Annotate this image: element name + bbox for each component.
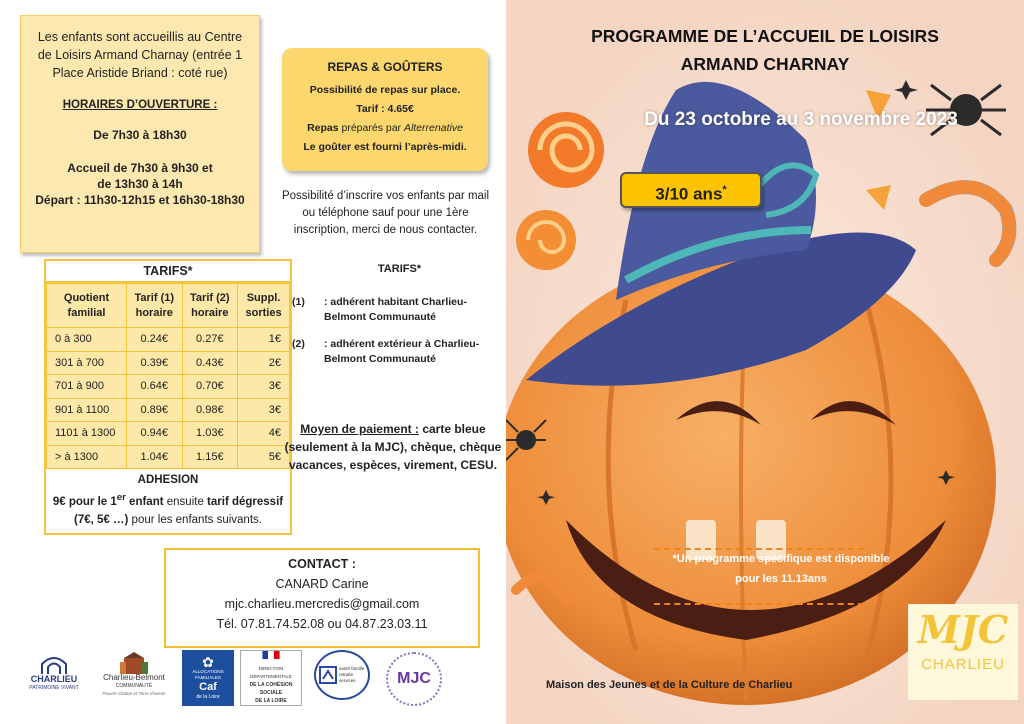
- cell-sorties: 4€: [238, 422, 290, 446]
- mjc-charlieu-logo: [908, 604, 1018, 700]
- contact-name: CANARD Carine: [275, 577, 369, 591]
- tarif-note-2: [292, 337, 507, 367]
- cb-logo-text: Charlieu-Belmont: [103, 673, 165, 682]
- tarifs-table-box: [44, 259, 292, 535]
- caf-logo-top: ALLOCATIONS FAMILIALES: [192, 669, 224, 680]
- msa-mark-icon: [319, 666, 337, 684]
- meals-repas: Repas: [307, 122, 339, 134]
- adhesion-child: enfant: [125, 495, 164, 508]
- msa-logo: [314, 650, 370, 700]
- col-tarif-2: Tarif (2) horaire: [182, 284, 238, 328]
- meals-line-2: Tarif : 4.65€: [356, 103, 414, 115]
- cell-quotient: 701 à 900: [47, 375, 127, 399]
- cell-sorties: 2€: [238, 351, 290, 375]
- contact-title: CONTACT :: [288, 557, 356, 571]
- cell-quotient: 301 à 700: [47, 351, 127, 375]
- intro-text: Les enfants sont accueillis au Centre de Loisirs Armand Charnay (entrée 1 Place Aristide Briand : coté rue): [37, 30, 243, 80]
- reception-line-2: de 13h30 à 14h: [97, 177, 183, 191]
- cell-tarif-1: 0.94€: [127, 422, 183, 446]
- hours-title: HORAIRES D’OUVERTURE :: [62, 99, 218, 111]
- cell-tarif-1: 0.64€: [127, 375, 183, 399]
- meals-title: REPAS & GOÛTERS: [327, 60, 443, 74]
- adhesion-first: 9€ pour le 1: [52, 495, 117, 508]
- cell-sorties: 1€: [238, 328, 290, 352]
- table-row: [47, 328, 290, 352]
- cell-tarif-1: 0.39€: [127, 351, 183, 375]
- tarifs-table-body: [47, 328, 290, 469]
- prefet-logo: [240, 650, 302, 706]
- cell-tarif-2: 0.43€: [182, 351, 238, 375]
- cell-tarif-2: 0.27€: [182, 328, 238, 352]
- dashed-divider-bottom: [654, 603, 864, 605]
- table-row: [47, 445, 290, 469]
- charlieu-logo: [14, 652, 94, 696]
- intro-box: [20, 15, 260, 253]
- french-flag-icon: [256, 651, 286, 659]
- cell-quotient: 1101 à 1300: [47, 422, 127, 446]
- col-tarif-1: Tarif (1) horaire: [127, 284, 183, 328]
- prefet-logo-line-1: DIRECTION DÉPARTEMENTALE: [250, 666, 292, 679]
- col-sorties: Suppl. sorties: [238, 284, 290, 328]
- castle-icon: [114, 652, 154, 674]
- caf-logo-sub: de la Loire: [196, 694, 220, 700]
- meals-prepared-by: préparés par: [338, 122, 404, 134]
- adhesion-amounts: (7€, 5€ …): [74, 513, 129, 526]
- programme-dates: Du 23 octobre au 3 novembre 2023: [644, 109, 958, 130]
- programme-title-line-1: PROGRAMME DE L’ACCUEIL DE LOISIRS: [591, 26, 939, 46]
- table-header-row: [47, 284, 290, 328]
- programme-title-line-2: ARMAND CHARNAY: [680, 54, 850, 74]
- meals-line-4: Le goûter est fourni l’après-midi.: [303, 141, 467, 153]
- cell-quotient: 901 à 1100: [47, 398, 127, 422]
- tarif-notes-title: TARIFS*: [377, 263, 422, 275]
- lollipop-small: [516, 210, 576, 270]
- adhesion-following: pour les enfants suivants.: [128, 513, 262, 526]
- age-text: 3/10 ans: [655, 184, 723, 204]
- hours-text: De 7h30 à 18h30: [93, 128, 187, 142]
- mjc-small-logo: [386, 652, 442, 706]
- mjc-logo-sub: CHARLIEU: [921, 656, 1005, 673]
- contact-box: [164, 548, 480, 648]
- msa-logo-inner: [319, 666, 365, 684]
- adhesion-line-1: [50, 489, 286, 511]
- cell-tarif-2: 1.03€: [182, 422, 238, 446]
- adhesion-title: ADHESION: [137, 474, 199, 486]
- special-line-1: *Un programme spécifique est disponible: [672, 553, 890, 565]
- tarifs-table: [46, 283, 290, 469]
- cell-tarif-2: 0.98€: [182, 398, 238, 422]
- cb-logo-slogan: Pauvre Chalon et Terre d'avenir: [102, 691, 166, 696]
- programme-title: [506, 22, 1024, 78]
- age-asterisk: *: [722, 184, 727, 196]
- age-badge: [620, 172, 762, 208]
- meals-line-3: [288, 119, 482, 138]
- mjc-signature: Maison des Jeunes et de la Culture de Charlieu: [546, 679, 793, 691]
- tarifs-title: TARIFS*: [46, 261, 290, 283]
- charlieu-arch-icon: [40, 656, 68, 674]
- table-row: [47, 422, 290, 446]
- reception-hours: [31, 160, 249, 208]
- col-quotient: Quotient familial: [47, 284, 127, 328]
- charlieu-logo-sub: PATRIMOINE VIVANT: [29, 685, 79, 691]
- meals-box: [282, 48, 488, 171]
- cell-tarif-1: 0.89€: [127, 398, 183, 422]
- special-programme-note: [666, 549, 896, 589]
- tarif-note-1-text: : adhérent habitant Charlieu-Belmont Communauté: [324, 296, 467, 323]
- inscription-note: Possibilité d’inscrire vos enfants par mail ou téléphone sauf pour une 1ère inscription, merci de nous contacter.: [281, 190, 490, 236]
- cell-tarif-1: 1.04€: [127, 445, 183, 469]
- prefet-logo-line-2: DE LA COHÉSION SOCIALE: [249, 682, 293, 696]
- departure-line: Départ : 11h30-12h15 et 16h30-18h30: [35, 193, 245, 207]
- adhesion-then: ensuite: [163, 495, 208, 508]
- table-row: [47, 398, 290, 422]
- tarif-notes: [292, 262, 507, 379]
- contact-email[interactable]: mjc.charlieu.mercredis@gmail.com: [224, 597, 420, 611]
- cell-tarif-1: 0.24€: [127, 328, 183, 352]
- adhesion-box: [46, 469, 290, 533]
- adhesion-line-2: [50, 511, 286, 529]
- payment-methods: [282, 420, 504, 474]
- caf-logo-name: Caf: [199, 681, 217, 693]
- special-line-2: pour les 11.13ans: [735, 573, 827, 585]
- contact-phone[interactable]: Tél. 07.81.74.52.08 ou 04.87.23.03.11: [216, 617, 428, 631]
- table-row: [47, 351, 290, 375]
- mjc-small-logo-text: MJC: [397, 670, 431, 687]
- payment-text: carte bleue (seulement à la MJC), chèque, chèque vacances, espèces, virement, CESU.: [284, 422, 502, 472]
- charlieu-belmont-logo: [94, 648, 174, 702]
- table-row: [47, 375, 290, 399]
- cell-tarif-2: 1.15€: [182, 445, 238, 469]
- caf-flower-icon: ✿: [202, 654, 214, 670]
- caf-logo: [182, 650, 234, 706]
- mjc-logo-text: MJC: [917, 607, 1009, 652]
- cell-sorties: 3€: [238, 375, 290, 399]
- cell-sorties: 3€: [238, 398, 290, 422]
- tarif-note-2-number: (2): [292, 338, 305, 350]
- tarif-note-2-text: : adhérent extérieur à Charlieu-Belmont Communauté: [324, 338, 480, 365]
- msa-logo-text: santé famille retraite services: [339, 666, 365, 683]
- right-page: [506, 0, 1024, 724]
- reception-line-1: Accueil de 7h30 à 9h30 et: [67, 161, 213, 175]
- cell-sorties: 5€: [238, 445, 290, 469]
- cell-quotient: > à 1300: [47, 445, 127, 469]
- meals-provider: Alterrenative: [403, 122, 463, 134]
- adhesion-sup: er: [116, 492, 126, 503]
- prefet-logo-line-3: DE LA LOIRE: [255, 698, 287, 704]
- cell-quotient: 0 à 300: [47, 328, 127, 352]
- meals-line-1: Possibilité de repas sur place.: [309, 84, 461, 96]
- tarif-note-1: [292, 295, 507, 325]
- payment-label: Moyen de paiement :: [300, 422, 419, 436]
- charlieu-logo-text: CHARLIEU: [30, 674, 78, 684]
- cell-tarif-2: 0.70€: [182, 375, 238, 399]
- tarif-note-1-number: (1): [292, 296, 305, 308]
- adhesion-degressive: tarif dégressif: [207, 495, 284, 508]
- cb-logo-sub: COMMUNAUTÉ: [115, 683, 153, 689]
